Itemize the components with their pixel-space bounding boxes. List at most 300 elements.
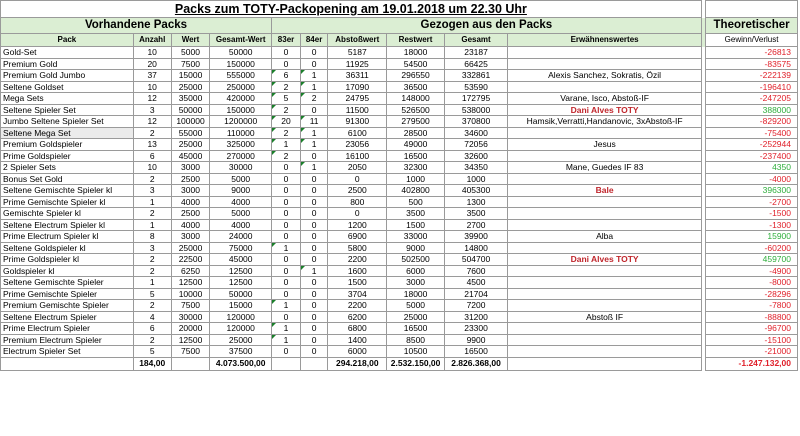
cell-erwaehnenswertes [508, 242, 701, 254]
cell-wert: 100000 [171, 116, 210, 128]
cell-wert: 45000 [171, 150, 210, 162]
cell-83er: 20 [271, 116, 300, 128]
cell-wert: 25000 [171, 242, 210, 254]
cell-restwert: 8500 [387, 334, 444, 346]
cell-pack: Prime Gemischte Spieler kl [1, 196, 134, 208]
cell-83er: 0 [271, 47, 300, 59]
cell-anzahl: 2 [133, 300, 171, 312]
cell-83er: 2 [271, 127, 300, 139]
cell-gewinn-verlust: -21000 [706, 346, 798, 358]
cell-84er: 1 [301, 81, 328, 93]
cell-gewinn-verlust: -237400 [706, 150, 798, 162]
cell-84er: 0 [301, 323, 328, 335]
cell-84er: 0 [301, 346, 328, 358]
cell-wert: 3000 [171, 231, 210, 243]
cell-pack: Premium Gold [1, 58, 134, 70]
cell-84er: 0 [301, 277, 328, 289]
table-row [1, 265, 798, 277]
cell-erwaehnenswertes [508, 150, 701, 162]
cell-gesamt-wert: 120000 [210, 323, 272, 335]
cell-abstosswert: 6900 [328, 231, 387, 243]
cell-84er: 1 [301, 162, 328, 174]
cell-pack: Bonus Set Gold [1, 173, 134, 185]
cell-erwaehnenswertes [508, 346, 701, 358]
cell-gewinn-verlust: 15900 [706, 231, 798, 243]
cell-erwaehnenswertes [508, 334, 701, 346]
cell-anzahl: 12 [133, 93, 171, 105]
cell-gesamt: 7600 [444, 265, 508, 277]
cell-pack: Premium Gold Jumbo [1, 70, 134, 82]
sheet-title: Packs zum TOTY-Packopening am 19.01.2018 um 22.30 Uhr [1, 1, 702, 18]
cell-wert: 15000 [171, 70, 210, 82]
cell-83er: 0 [271, 196, 300, 208]
cell-restwert: 9000 [387, 242, 444, 254]
cell-anzahl: 6 [133, 150, 171, 162]
cell-83er: 6 [271, 70, 300, 82]
cell-anzahl: 10 [133, 162, 171, 174]
cell-erwaehnenswertes: Abstoß IF [508, 311, 701, 323]
cell-gesamt-wert: 12500 [210, 265, 272, 277]
cell-anzahl: 37 [133, 70, 171, 82]
cell-83er: 0 [271, 173, 300, 185]
cell-83er: 0 [271, 162, 300, 174]
cell-erwaehnenswertes: Alba [508, 231, 701, 243]
cell-restwert: 49000 [387, 139, 444, 151]
cell-84er: 0 [301, 150, 328, 162]
cell-gewinn-verlust: -1500 [706, 208, 798, 220]
cell-restwert: 16500 [387, 323, 444, 335]
cell-wert: 50000 [171, 104, 210, 116]
cell-gesamt-wert: 270000 [210, 150, 272, 162]
cell-83er: 0 [271, 346, 300, 358]
cell-pack: Prime Gemischte Spieler [1, 288, 134, 300]
cell-84er: 0 [301, 185, 328, 197]
cell-wert: 4000 [171, 196, 210, 208]
cell-gesamt-wert: 150000 [210, 58, 272, 70]
cell-erwaehnenswertes [508, 208, 701, 220]
cell-anzahl: 10 [133, 47, 171, 59]
cell-gesamt: 7200 [444, 300, 508, 312]
cell-gesamt: 23300 [444, 323, 508, 335]
cell-anzahl: 1 [133, 219, 171, 231]
cell-gesamt-wert: 5000 [210, 208, 272, 220]
cell-pack: Prime Electrum Spieler [1, 323, 134, 335]
table-row [1, 150, 798, 162]
cell-anzahl: 5 [133, 346, 171, 358]
cell-restwert: 502500 [387, 254, 444, 266]
cell-abstosswert: 5800 [328, 242, 387, 254]
cell-gewinn-verlust: -4900 [706, 265, 798, 277]
cell-84er: 1 [301, 70, 328, 82]
total-anzahl: 184,00 [133, 357, 171, 370]
cell-gewinn-verlust: 388000 [706, 104, 798, 116]
cell-gesamt-wert: 1200000 [210, 116, 272, 128]
cell-gesamt-wert: 24000 [210, 231, 272, 243]
cell-84er: 2 [301, 93, 328, 105]
cell-pack: Mega Sets [1, 93, 134, 105]
cell-restwert: 28500 [387, 127, 444, 139]
total-abstosswert: 294.218,00 [328, 357, 387, 370]
total-gesamt: 2.826.368,00 [444, 357, 508, 370]
cell-gesamt-wert: 12500 [210, 277, 272, 289]
table-row [1, 231, 798, 243]
cell-gesamt: 66425 [444, 58, 508, 70]
cell-abstosswert: 2200 [328, 254, 387, 266]
cell-gewinn-verlust: -2700 [706, 196, 798, 208]
cell-gesamt-wert: 37500 [210, 346, 272, 358]
col-83er: 83er [271, 34, 300, 47]
cell-83er: 2 [271, 150, 300, 162]
cell-wert: 6250 [171, 265, 210, 277]
cell-gesamt: 504700 [444, 254, 508, 266]
cell-gewinn-verlust: -15100 [706, 334, 798, 346]
cell-gesamt: 538000 [444, 104, 508, 116]
cell-abstosswert: 2500 [328, 185, 387, 197]
col-gesamt: Gesamt [444, 34, 508, 47]
cell-gesamt: 2700 [444, 219, 508, 231]
cell-restwert: 10500 [387, 346, 444, 358]
cell-abstosswert: 2200 [328, 300, 387, 312]
cell-gesamt-wert: 25000 [210, 334, 272, 346]
table-row [1, 70, 798, 82]
cell-gesamt: 1000 [444, 173, 508, 185]
cell-wert: 30000 [171, 311, 210, 323]
cell-anzahl: 2 [133, 334, 171, 346]
cell-erwaehnenswertes: Mane, Guedes IF 83 [508, 162, 701, 174]
cell-83er: 1 [271, 334, 300, 346]
cell-83er: 1 [271, 139, 300, 151]
cell-abstosswert: 23056 [328, 139, 387, 151]
cell-84er: 1 [301, 139, 328, 151]
cell-pack: Prime Electrum Spieler kl [1, 231, 134, 243]
cell-gesamt-wert: 50000 [210, 288, 272, 300]
cell-83er: 0 [271, 231, 300, 243]
table-row [1, 242, 798, 254]
cell-restwert: 279500 [387, 116, 444, 128]
cell-gesamt-wert: 45000 [210, 254, 272, 266]
cell-abstosswert: 17090 [328, 81, 387, 93]
cell-abstosswert: 16100 [328, 150, 387, 162]
cell-gesamt: 32600 [444, 150, 508, 162]
cell-gewinn-verlust: -196410 [706, 81, 798, 93]
cell-gesamt: 405300 [444, 185, 508, 197]
col-pack: Pack [1, 34, 134, 47]
cell-abstosswert: 1500 [328, 277, 387, 289]
cell-84er: 1 [301, 127, 328, 139]
col-gesamt-wert: Gesamt-Wert [210, 34, 272, 47]
cell-wert: 5000 [171, 47, 210, 59]
cell-wert: 25000 [171, 139, 210, 151]
cell-abstosswert: 800 [328, 196, 387, 208]
cell-gesamt: 31200 [444, 311, 508, 323]
cell-erwaehnenswertes [508, 300, 701, 312]
cell-anzahl: 2 [133, 265, 171, 277]
cell-anzahl: 5 [133, 288, 171, 300]
table-row [1, 81, 798, 93]
cell-wert: 2500 [171, 173, 210, 185]
cell-84er: 0 [301, 231, 328, 243]
cell-wert: 35000 [171, 93, 210, 105]
cell-pack: Premium Goldspieler [1, 139, 134, 151]
cell-anzahl: 3 [133, 185, 171, 197]
cell-gesamt-wert: 75000 [210, 242, 272, 254]
cell-restwert: 18000 [387, 47, 444, 59]
cell-abstosswert: 91300 [328, 116, 387, 128]
cell-gewinn-verlust: -28296 [706, 288, 798, 300]
cell-erwaehnenswertes [508, 47, 701, 59]
cell-wert: 12500 [171, 334, 210, 346]
table-row [1, 162, 798, 174]
section-theoretisch: Theoretischer [706, 18, 798, 34]
col-restwert: Restwert [387, 34, 444, 47]
cell-erwaehnenswertes: Hamsik,Verratti,Handanovic, 3xAbstoß-IF [508, 116, 701, 128]
cell-pack: Seltene Goldset [1, 81, 134, 93]
cell-gewinn-verlust: -829200 [706, 116, 798, 128]
cell-84er: 1 [301, 265, 328, 277]
table-row [1, 104, 798, 116]
cell-pack: Seltene Spieler Set [1, 104, 134, 116]
table-row [1, 254, 798, 266]
cell-83er: 0 [271, 277, 300, 289]
cell-abstosswert: 24795 [328, 93, 387, 105]
cell-erwaehnenswertes: Dani Alves TOTY [508, 254, 701, 266]
cell-83er: 0 [271, 265, 300, 277]
cell-restwert: 3000 [387, 277, 444, 289]
cell-pack: Gold-Set [1, 47, 134, 59]
cell-gesamt: 370800 [444, 116, 508, 128]
col-abstosswert: Abstoßwert [328, 34, 387, 47]
cell-gesamt-wert: 4000 [210, 219, 272, 231]
table-row [1, 47, 798, 59]
cell-anzahl: 8 [133, 231, 171, 243]
cell-abstosswert: 6800 [328, 323, 387, 335]
cell-erwaehnenswertes [508, 127, 701, 139]
table-row [1, 288, 798, 300]
cell-84er: 0 [301, 288, 328, 300]
cell-restwert: 33000 [387, 231, 444, 243]
cell-wert: 7500 [171, 346, 210, 358]
cell-gesamt: 4500 [444, 277, 508, 289]
table-row [1, 311, 798, 323]
table-row [1, 58, 798, 70]
cell-gesamt-wert: 420000 [210, 93, 272, 105]
cell-restwert: 6000 [387, 265, 444, 277]
cell-anzahl: 2 [133, 127, 171, 139]
cell-anzahl: 20 [133, 58, 171, 70]
cell-84er: 11 [301, 116, 328, 128]
table-row [1, 139, 798, 151]
cell-gesamt: 9900 [444, 334, 508, 346]
cell-restwert: 18000 [387, 288, 444, 300]
cell-anzahl: 2 [133, 254, 171, 266]
cell-abstosswert: 1400 [328, 334, 387, 346]
cell-anzahl: 12 [133, 116, 171, 128]
cell-abstosswert: 6100 [328, 127, 387, 139]
cell-wert: 7500 [171, 300, 210, 312]
total-gesamt-wert: 4.073.500,00 [210, 357, 272, 370]
cell-gewinn-verlust: -83575 [706, 58, 798, 70]
col-wert: Wert [171, 34, 210, 47]
cell-pack: Goldspieler kl [1, 265, 134, 277]
cell-restwert: 5000 [387, 300, 444, 312]
cell-restwert: 1000 [387, 173, 444, 185]
cell-wert: 22500 [171, 254, 210, 266]
cell-wert: 25000 [171, 81, 210, 93]
cell-anzahl: 3 [133, 104, 171, 116]
cell-83er: 0 [271, 208, 300, 220]
cell-84er: 0 [301, 196, 328, 208]
cell-anzahl: 3 [133, 242, 171, 254]
cell-83er: 1 [271, 300, 300, 312]
cell-restwert: 3500 [387, 208, 444, 220]
cell-wert: 3000 [171, 162, 210, 174]
cell-anzahl: 10 [133, 81, 171, 93]
cell-abstosswert: 3704 [328, 288, 387, 300]
table-row [1, 93, 798, 105]
cell-83er: 0 [271, 288, 300, 300]
cell-anzahl: 6 [133, 323, 171, 335]
cell-84er: 0 [301, 300, 328, 312]
cell-84er: 0 [301, 104, 328, 116]
cell-gesamt-wert: 555000 [210, 70, 272, 82]
cell-anzahl: 2 [133, 208, 171, 220]
cell-gesamt: 332861 [444, 70, 508, 82]
cell-abstosswert: 6000 [328, 346, 387, 358]
cell-83er: 0 [271, 311, 300, 323]
cell-gewinn-verlust: 4350 [706, 162, 798, 174]
cell-restwert: 402800 [387, 185, 444, 197]
cell-pack: Seltene Gemischte Spieler [1, 277, 134, 289]
table-row [1, 346, 798, 358]
table-row [1, 219, 798, 231]
cell-restwert: 25000 [387, 311, 444, 323]
cell-84er: 0 [301, 311, 328, 323]
cell-erwaehnenswertes: Dani Alves TOTY [508, 104, 701, 116]
col-84er: 84er [301, 34, 328, 47]
cell-pack: Prime Goldspieler kl [1, 254, 134, 266]
cell-abstosswert: 6200 [328, 311, 387, 323]
cell-gesamt-wert: 9000 [210, 185, 272, 197]
cell-gesamt-wert: 250000 [210, 81, 272, 93]
total-restwert: 2.532.150,00 [387, 357, 444, 370]
cell-restwert: 32300 [387, 162, 444, 174]
cell-83er: 1 [271, 323, 300, 335]
cell-gesamt: 72056 [444, 139, 508, 151]
cell-erwaehnenswertes [508, 277, 701, 289]
cell-gesamt: 53590 [444, 81, 508, 93]
cell-gesamt: 1300 [444, 196, 508, 208]
section-gezogen: Gezogen aus den Packs [271, 18, 701, 34]
cell-84er: 0 [301, 58, 328, 70]
cell-gewinn-verlust: -88800 [706, 311, 798, 323]
cell-abstosswert: 36311 [328, 70, 387, 82]
cell-gesamt: 172795 [444, 93, 508, 105]
cell-restwert: 148000 [387, 93, 444, 105]
cell-gewinn-verlust: -96700 [706, 323, 798, 335]
cell-erwaehnenswertes: Bale [508, 185, 701, 197]
cell-gesamt: 14800 [444, 242, 508, 254]
cell-gewinn-verlust: -1300 [706, 219, 798, 231]
cell-abstosswert: 2050 [328, 162, 387, 174]
cell-gesamt: 23187 [444, 47, 508, 59]
cell-gewinn-verlust: -26813 [706, 47, 798, 59]
total-gewinn-verlust: -1.247.132,00 [706, 357, 798, 370]
cell-erwaehnenswertes [508, 219, 701, 231]
cell-gewinn-verlust: -4000 [706, 173, 798, 185]
cell-pack: Seltene Electrum Spieler kl [1, 219, 134, 231]
cell-pack: Jumbo Seltene Spieler Set [1, 116, 134, 128]
cell-gewinn-verlust: 396300 [706, 185, 798, 197]
cell-83er: 1 [271, 242, 300, 254]
cell-pack: Premium Electrum Spieler [1, 334, 134, 346]
cell-anzahl: 1 [133, 277, 171, 289]
table-row [1, 323, 798, 335]
cell-gewinn-verlust: -222139 [706, 70, 798, 82]
cell-pack: Premium Gemischte Spieler [1, 300, 134, 312]
cell-83er: 2 [271, 81, 300, 93]
cell-gesamt-wert: 5000 [210, 173, 272, 185]
cell-pack: Prime Goldspieler [1, 150, 134, 162]
section-vorhandene-packs: Vorhandene Packs [1, 18, 272, 34]
cell-wert: 3000 [171, 185, 210, 197]
totals-row [1, 357, 798, 370]
cell-wert: 10000 [171, 288, 210, 300]
cell-gewinn-verlust: -75400 [706, 127, 798, 139]
cell-restwert: 16500 [387, 150, 444, 162]
cell-pack: 2 Spieler Sets [1, 162, 134, 174]
cell-gewinn-verlust: -247205 [706, 93, 798, 105]
cell-gesamt: 39900 [444, 231, 508, 243]
table-row [1, 127, 798, 139]
cell-restwert: 36500 [387, 81, 444, 93]
cell-gesamt: 16500 [444, 346, 508, 358]
cell-wert: 20000 [171, 323, 210, 335]
cell-gewinn-verlust: 459700 [706, 254, 798, 266]
table-row [1, 277, 798, 289]
cell-gewinn-verlust: -252944 [706, 139, 798, 151]
cell-erwaehnenswertes [508, 58, 701, 70]
cell-anzahl: 13 [133, 139, 171, 151]
cell-pack: Electrum Spieler Set [1, 346, 134, 358]
table-row [1, 116, 798, 128]
cell-84er: 0 [301, 47, 328, 59]
cell-erwaehnenswertes [508, 323, 701, 335]
cell-restwert: 526500 [387, 104, 444, 116]
cell-abstosswert: 11500 [328, 104, 387, 116]
cell-erwaehnenswertes: Alexis Sanchez, Sokratis, Özil [508, 70, 701, 82]
cell-restwert: 500 [387, 196, 444, 208]
cell-84er: 0 [301, 334, 328, 346]
cell-84er: 0 [301, 219, 328, 231]
cell-erwaehnenswertes [508, 265, 701, 277]
cell-gesamt-wert: 110000 [210, 127, 272, 139]
cell-gesamt-wert: 15000 [210, 300, 272, 312]
cell-abstosswert: 1200 [328, 219, 387, 231]
cell-erwaehnenswertes [508, 173, 701, 185]
cell-anzahl: 4 [133, 311, 171, 323]
table-row [1, 185, 798, 197]
cell-restwert: 1500 [387, 219, 444, 231]
cell-84er: 0 [301, 254, 328, 266]
cell-83er: 0 [271, 58, 300, 70]
cell-wert: 12500 [171, 277, 210, 289]
cell-restwert: 54500 [387, 58, 444, 70]
cell-erwaehnenswertes [508, 288, 701, 300]
cell-gewinn-verlust: -60200 [706, 242, 798, 254]
table-row [1, 196, 798, 208]
cell-84er: 0 [301, 173, 328, 185]
cell-83er: 0 [271, 185, 300, 197]
